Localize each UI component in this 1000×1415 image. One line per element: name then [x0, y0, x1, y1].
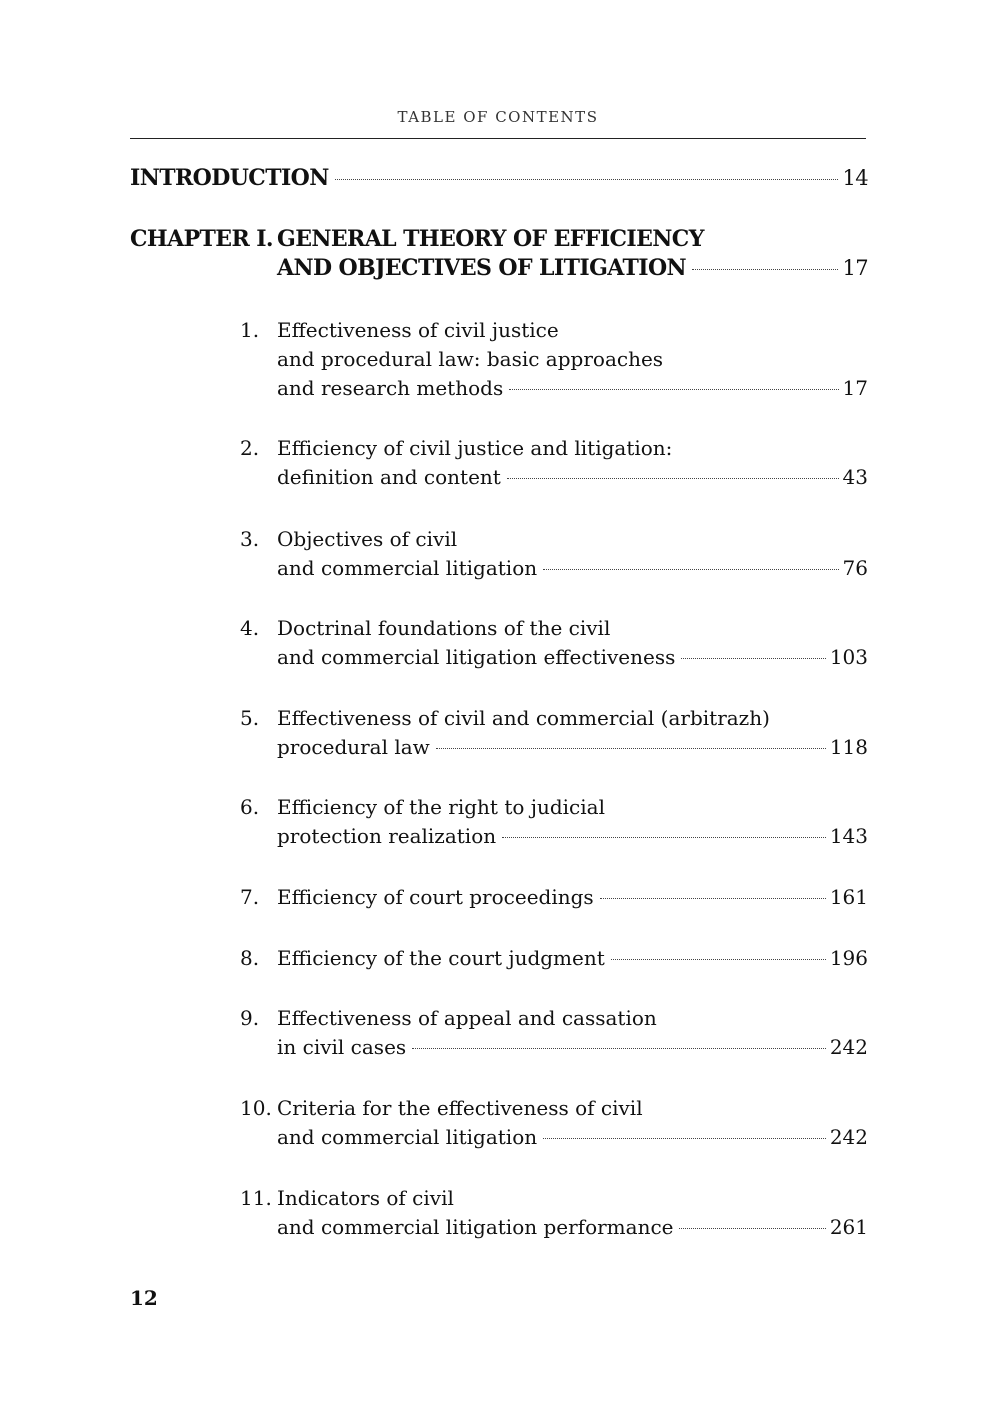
- section-number: 4.: [240, 616, 260, 640]
- running-head: TABLE OF CONTENTS: [397, 108, 599, 126]
- dot-leader: [335, 179, 839, 180]
- section-number: 10.: [240, 1096, 272, 1120]
- page-number: 14: [842, 166, 868, 190]
- entry-title-line: and procedural law: basic approaches: [277, 347, 664, 371]
- entry-title-line: protection realization: [277, 824, 497, 848]
- entry-title-line: and commercial litigation performance: [277, 1215, 674, 1239]
- page-number: 17: [842, 376, 868, 400]
- dot-leader: [502, 837, 826, 838]
- section-number: 3.: [240, 527, 260, 551]
- entry-title-line: Doctrinal foundations of the civil: [277, 616, 611, 640]
- page-number: 196: [829, 946, 868, 970]
- entry-title-line: and commercial litigation: [277, 1125, 538, 1149]
- section-number: 5.: [240, 706, 260, 730]
- entry-title-line: Efficiency of civil justice and litigation:: [277, 436, 673, 460]
- dot-leader: [692, 269, 838, 270]
- entry-title-line: Efficiency of court proceedings: [277, 885, 594, 909]
- section-number: 6.: [240, 795, 260, 819]
- page-number: 43: [842, 465, 868, 489]
- entry-title-line: Efficiency of the right to judicial: [277, 795, 605, 819]
- entry-title-line: definition and content: [277, 465, 501, 489]
- dot-leader: [543, 569, 838, 570]
- section-number: 1.: [240, 318, 260, 342]
- dot-leader: [611, 959, 826, 960]
- page-number: 103: [829, 645, 868, 669]
- header-rule: [130, 138, 866, 139]
- entry-title-line: and research methods: [277, 376, 504, 400]
- entry-title-line: and commercial litigation effectiveness: [277, 645, 676, 669]
- dot-leader: [679, 1228, 825, 1229]
- dot-leader: [681, 658, 825, 659]
- page-number: 261: [829, 1215, 868, 1239]
- entry-title: INTRODUCTION: [130, 165, 329, 191]
- section-number: 7.: [240, 885, 260, 909]
- toc-entry-introduction[interactable]: [130, 164, 868, 193]
- entry-title-line: Effectiveness of civil justice: [277, 318, 559, 342]
- entry-title-line: Objectives of civil: [277, 527, 458, 551]
- dot-leader: [412, 1048, 826, 1049]
- dot-leader: [509, 389, 838, 390]
- entry-title-line: procedural law: [277, 735, 430, 759]
- page-number: 161: [829, 885, 868, 909]
- section-number: 8.: [240, 946, 260, 970]
- page-number: 17: [842, 256, 868, 280]
- entry-title-line: Effectiveness of civil and commercial (arbitrazh): [277, 706, 770, 730]
- section-number: 11.: [240, 1186, 272, 1210]
- chapter-label: CHAPTER I.: [130, 226, 273, 252]
- entry-title-line: and commercial litigation: [277, 556, 538, 580]
- entry-title-line: Effectiveness of appeal and cassation: [277, 1006, 657, 1030]
- dot-leader: [436, 748, 826, 749]
- page-number: 118: [829, 735, 868, 759]
- entry-title-line: Efficiency of the court judgment: [277, 946, 605, 970]
- page-number: 76: [842, 556, 868, 580]
- dot-leader: [600, 898, 826, 899]
- dot-leader: [543, 1138, 826, 1139]
- page-number: 143: [829, 824, 868, 848]
- section-number: 2.: [240, 436, 260, 460]
- entry-title-line: GENERAL THEORY OF EFFICIENCY: [277, 226, 704, 252]
- entry-title-line: AND OBJECTIVES OF LITIGATION: [277, 255, 687, 281]
- entry-title-line: in civil cases: [277, 1035, 407, 1059]
- page-number: 242: [829, 1125, 868, 1149]
- page-number: 242: [829, 1035, 868, 1059]
- entry-title-line: Criteria for the effectiveness of civil: [277, 1096, 643, 1120]
- entry-title-line: Indicators of civil: [277, 1186, 454, 1210]
- folio-page-number: 12: [130, 1286, 158, 1310]
- section-number: 9.: [240, 1006, 260, 1030]
- dot-leader: [507, 478, 839, 479]
